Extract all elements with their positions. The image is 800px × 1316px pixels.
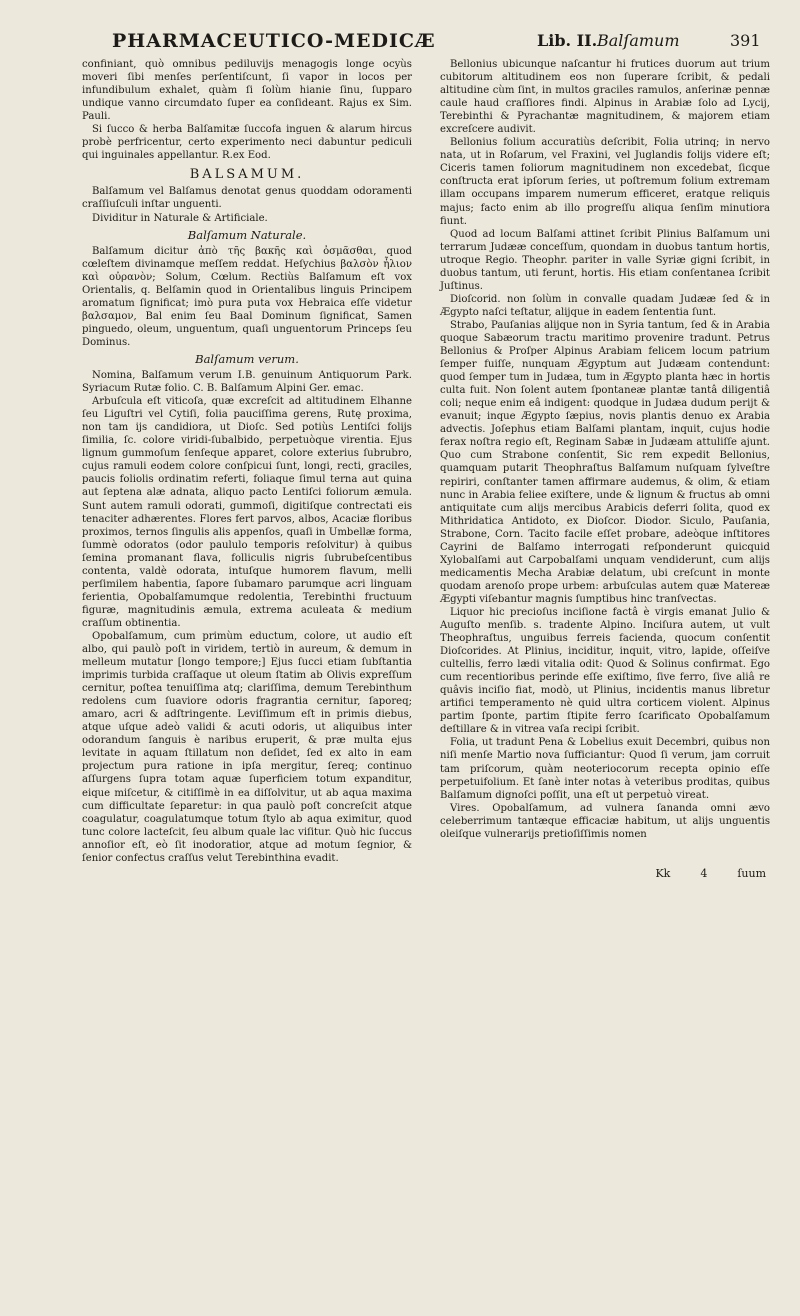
page-number: 391 (730, 31, 761, 50)
paragraph: Nomina, Balſamum verum I.B. genuinum Antiquorum Park. Syriacum Rutæ folio. C. B. Balſamum Alpini Ger. emac. (82, 370, 412, 395)
paragraph: Vires. Opobalſamum, ad vulnera ſananda omni ævo celeberrimum tantæque efficaciæ habitum, ut alijs unguentis oleiſque vulnerarijs pretioſiſſimis nomen (440, 802, 770, 840)
paragraph: Strabo, Pauſanias alijque non in Syria tantum, ſed & in Arabia quoque Sabæorum tractu maritimo provenire tradunt. Petrus Bellonius & Proſper Alpinus Arabiam felicem locum patrium ſemper fuiſſe, nunquam Ægyptum aut Judæam contendunt: quod ſemper tum in Judæa, tum in Ægypto planta hæc in hortis culta fuit. Non ſolent autem ſpontaneæ plantæ tantâ diligentiâ coli; neque enim eâ indigent: quodque in Judæa dudum perijt & evanuit; inque Ægypto ſæpius, novis plantis denuo ex Arabia advectis. Joſephus etiam Balſami plantam, inquit, cujus hodie ferax noſtra regio eſt, Reginam Sabæ in Judæam attuliſſe ajunt. Quo cum Strabone conſentit, Sic rem expedit Bellonius, quamquam putarit Theophraſtus Balſamum nuſquam ſylveſtre repiriri, conſtanter tamen affirmare audemus, & olim, & etiam nunc in Arabia feliee exiſtere, unde & lignum & fructus ab omni antiquitate cum alijs mercibus Arabicis deferri ſolita, quod ex Mithridatica Antidoto, ex Dioſcor. Diodor. Siculo, Pauſania, Strabone, Corn. Tacito facile eſſet probare, adeòque inſtitores Cayrini de Balſamo interrogati reſponderunt quicquid Xylobalſami aut Carpobalſami unquam vendiderunt, cum alijs medicamentis Mecha Arabiæ delatum, ubi creſcunt in monte quodam arenoſo prope urbem: arbuſculas autem quæ Matereæ Ægypti viſebantur magnis ſumptibus hinc tranſvectas. (440, 319, 770, 605)
signature-mark: Kk (655, 866, 671, 880)
section-heading: Balſamum Naturale. (187, 227, 307, 242)
paragraph: Balſamum dicitur ἀπὸ τῆς βακῆς καὶ ὀσμᾶσθαι, quod cœleſtem divinamque meſſem reddat. Heſychius βαλσὸν ἦλιον καὶ οὐρανὸν; Solum, Cœlum. Rectiùs Balſamum eſt vox Orientalis, q. Belſamin quod in Orientalibus linguis Principem aromatum ſignificat; imò pura puta vox Hebraica eſſe videtur βαλσαμον, Bal enim ſeu Baal Dominum ſignificat, Samen pinguedo, oleum, unguentum, quaſi unguentorum Princeps ſeu Dominus. (82, 245, 412, 348)
paragraph: Liquor hic precioſus inciſione factâ è virgis emanat Julio & Auguſto menſib. s. tradente Alpino. Inciſura autem, ut vult Theophraſtus, unguibus ferreis facienda, quocum conſentit Dioſcorides. At Plinius, inciditur, inquit, vitro, lapide, oſſeiſve cultellis, ferro lædi vitalia odit: Quod & Solinus confirmat. Ego cum recentioribus perinde eſſe exiſtimo, ſive ferro, ſive aliâ re quâvis inciſio fiat, modò, ut Plinius, incidentis manus libretur artifici temperamento nè quid ultra corticem violent. Alpinus partim ſponte, partim ſtipite ferro ſcarificato Opobalſamum deſtillare & in vitrea vaſa recipi ſcribit. (440, 606, 770, 736)
paragraph: confiniant, quò omnibus pediluvijs menagogis longe ocyùs moveri ſibi menſes perſentiſcunt, ſi vapor in locos per infundibulum exhalet, quàm ſi ſolùm hianie ſinu, ſupparo undique vanno circumdato ſuper ea conſideant. Rajus ex Sim. Pauli. (82, 59, 412, 123)
paragraph: Si ſucco & herba Balſamitæ ſuccofa inguen & alarum hircus probè perfricentur, certo experimento neci dabuntur pediculi qui inguinales appellantur. R.ex Eod. (82, 124, 412, 162)
paragraph: Opobalſamum, cum primùm eductum, colore, ut audio eſt albo, qui paulò poſt in viridem, tertiò in aureum, & demum in melleum mutatur [longo tempore;] Ejus ſucci etiam ſubſtantia imprimis turbida craſſaque ut oleum ſtatim ab Olivis expreſſum cernitur, poſtea tenuiſſima atq; clariſſima, demum Terebinthum redolens cum ſuaviore odoris fragrantia cernitur, ſaporeq; amaro, acri & adſtringente. Leviſſimum eſt in primis diebus, atque uſque adeò validi & acuti odoris, ut aliquibus inter odorandum ſanguis è naribus eruperit, & præ multa ejus levitate in aquam ſtillatum non deſidet, ſed ex alto in eam projectum pura ratione in ipſa mergitur, ſereq; continuo aſſurgens ſupra totam aquæ ſuperficiem totum expanditur, eique miſcetur, & citiſſimè in ea diſſolvitur, ut ab aqua maxima cum difficultate ſeparetur: in qua paulò poſt concreſcit atque coagulatur, coagulatumque totum ſtylo ab aqua eximitur, quod tunc colore lacteſcit, ſeu album quale lac viſitur. Quò hic ſuccus annoſior eſt, eò ſit inodoratior, atque ad motum ſegnior, & ſenior confectus craſſus velut Terebinthina evadit. (82, 630, 412, 864)
header-title: PHARMACEUTICO-MEDICÆ (112, 30, 436, 52)
paragraph: Quod ad locum Balſami attinet ſcribit Plinius Balſamum uni terrarum Judææ conceſſum, quondam in duobus tantum hortis, utroque Regio. Theophr. pariter in valle Syriæ gigni ſcribit, in duobus tantum, uti ferunt, hortis. His etiam conſentanea ſcribit Juſtinus. (440, 228, 770, 292)
paragraph: Dividitur in Naturale & Artificiale. (92, 212, 268, 224)
catchword: ſuum (737, 866, 766, 880)
header-section: Balſamum (597, 31, 680, 50)
paragraph: Arbuſcula eſt viticoſa, quæ excreſcit ad altitudinem Elhanne ſeu Liguſtri vel Cytiſi, folia pauciſſima gerens, Rutę proxima, non tam ijs candidiora, ut Dioſc. Sed potiùs Lentiſci folijs ſimilia, ſc. colore viridi-ſubalbido, perpetuòque virentia. Ejus lignum gummoſum ſenſeque apparet, colore exterius ſubrubro, cujus ramuli eodem colore conſpicui ſunt, longi, recti, graciles, paucis foliolis ordinatim referti, foliaque ſimul terna aut quina aut ſeptena alæ adnata, aliquo pacto Lentiſci foliorum æmula. Sunt autem ramuli odorati, gummoſi, digitiſque contrectati eis tenaciter adhærentes. Flores fert parvos, albos, Acaciæ floribus proximos, ternos ſingulis alis appenſos, quaſi in Umbellæ forma, ſummè odoratos (odor paululo temporis reſolvitur) à quibus ſemina promanant flava, folliculis nigris ſubrubeſcentibus contenta, valdè odorata, intuſque humorem flavum, melli perſimilem habentia, ſapore ſubamaro parumque acri linguam ferientia, Opobalſamumque redolentia, Terebinthi fructuum figuræ, magnitudinis æmula, extrema aculeata & medium craſſum obtinentia. (82, 396, 412, 629)
text-columns (82, 58, 770, 865)
paragraph: Bellonius ubicunque naſcantur hi frutices duorum aut trium cubitorum altitudinem eos non ſuperare ſcribit, & pedali altitudine cùm ſint, in multos graciles ramulos, anſerinæ pennæ caule haud craſſiores findi. Alpinus in Arabiæ ſolo ad Lycij, Terebinthi & Pyrachantæ magnitudinem, & majorem etiam excreſcere audivit. (440, 59, 770, 136)
page-footer (82, 867, 770, 880)
left-column (82, 58, 412, 865)
section-heading: BALSAMUM. (189, 167, 305, 183)
running-header (82, 30, 770, 56)
right-column (440, 58, 770, 865)
paragraph: Balſamum vel Balſamus denotat genus quoddam odoramenti craſſiuſculi inſtar unguenti. (82, 186, 412, 211)
paragraph: Folia, ut tradunt Pena & Lobelius exuit Decembri, quibus non niſi menſe Martio nova ſufficiantur: Quod ſi verum, jam corruit tam priſcorum, quàm neoteriocorum recepta opinio eſſe perpetuifolium. Et ſanè inter notas à veteribus proditas, quibus Balſamum dignoſci poſſit, una eſt ut perpetuò vireat. (440, 737, 770, 801)
section-heading: Balſamum verum. (195, 351, 299, 366)
paragraph: Bellonius folium accuratiùs deſcribit, Folia utrinq; in nervo nata, ut in Roſarum, vel Fraxini, vel Juglandis folijs videre eſt; Ciceris tamen foliorum magnitudinem non excedebat, ſicque conſtructa erat ipſorum ſeries, ut poſtremum folium extremam illam occupans imparem numerum efficeret, eratque reliquis majus; facto enim ab illo progreſſu aliqua ſenſim minutiora fiunt. (440, 137, 770, 227)
header-book: Lib. II. (537, 31, 598, 50)
signature-number: 4 (700, 866, 708, 880)
paragraph: Dioſcorid. non ſolùm in convalle quadam Judææ ſed & in Ægypto naſci teſtatur, alijque in eadem ſententia ſunt. (440, 293, 770, 318)
